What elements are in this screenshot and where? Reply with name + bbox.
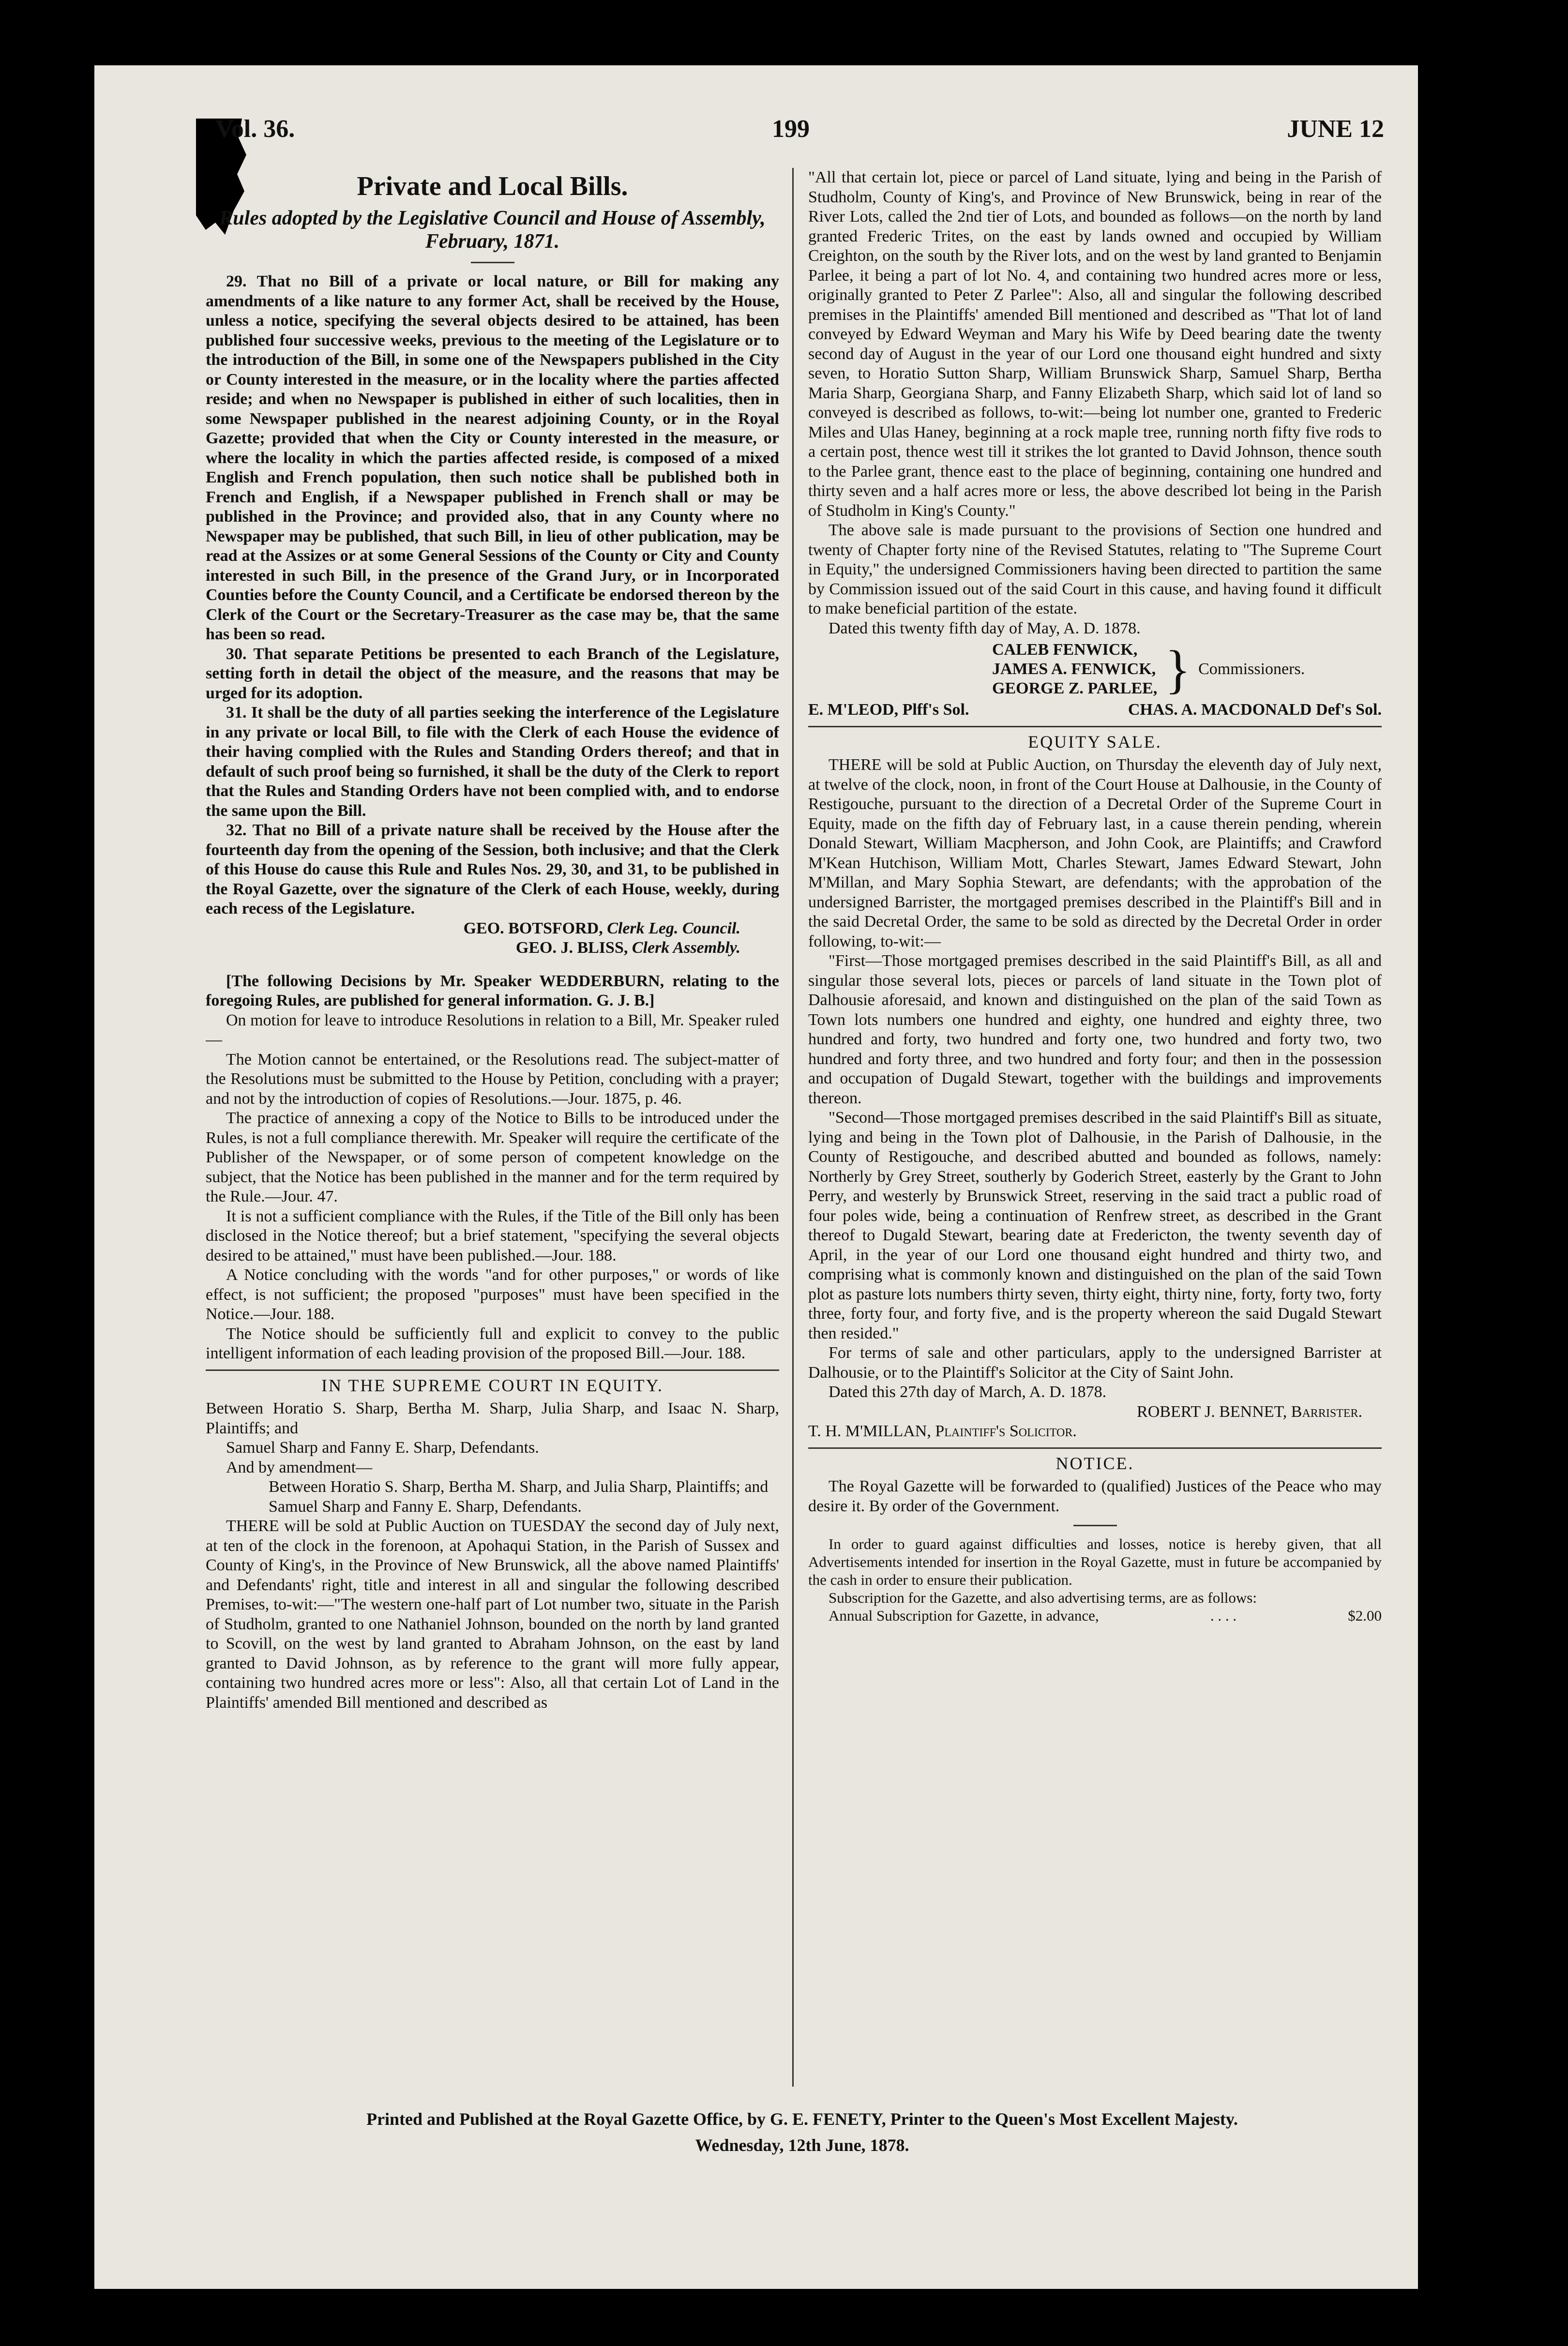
rule-32: 32. That no Bill of a private nature shall be received by the House after the fourteenth day from the opening of the Session, both inclusive; and that the Clerk of this House do cause this Rule and Rules Nos. 29, 30, and 31, to be published in the Royal Gazette, over the signature of the Clerk of each House, weekly, during each recess of the Legislature. <box>206 821 779 917</box>
publication-date: Wednesday, 12th June, 1878. <box>695 2135 909 2155</box>
page-header <box>206 95 1399 144</box>
plaintiff-solicitor: E. M'LEOD, Plff's Sol. <box>808 701 969 719</box>
decision-paragraph: The Motion cannot be entertained, or the Resolutions read. The subject-matter of the Resolutions must be submitted to the House by Petition, concluding with a prayer; and not by the introduction of copies of Resolutions.—Jour. 1875, p. 46. <box>206 1050 779 1108</box>
decision-paragraph: On motion for leave to introduce Resolutions in relation to a Bill, Mr. Speaker ruled— <box>206 1011 779 1049</box>
notice-heading: NOTICE. <box>1055 1453 1134 1473</box>
rule-30: 30. That separate Petitions be presented to each Branch of the Legislature, setting forth in detail the object of the measure, and the reasons that may be urged for its adoption. <box>206 645 779 702</box>
court-sale-statute: The above sale is made pursuant to the provisions of Section one hundred and twenty of Chapter forty nine of the Revised Statutes, relating to "The Supreme Court in Equity," the undersigned Commissioners having been directed to partition the same by Commission issued out of the said Court in this cause, and having found it difficult to make beneficial partition of the estate. <box>808 521 1382 617</box>
section-divider <box>808 1447 1382 1449</box>
equity-sale-first: "First—Those mortgaged premises described in the said Plaintiff's Bill, as all and singular those several lots, pieces or parcels of land situate in the Town plot of Dalhousie aforesaid, and known and distinguished on the plan of the said Town as Town lots numbers one hundred and eighty, one hundred and eighty three, two hundred and forty, two hundred and forty one, two hundred and forty two, two hundred and forty three, and two hundred and forty four; and then in the possession and occupation of Dugald Stewart, together with the buildings and improvements thereon. <box>808 952 1382 1107</box>
section-divider <box>808 726 1382 727</box>
signature-name: GEO. J. BLISS, <box>515 939 628 957</box>
court-sale-body: THERE will be sold at Public Auction on TUESDAY the second day of July next, at ten of the clock in the forenoon, at Apohaqui Station, in the Parish of Sussex and County of King's, in the Province of New Brunswick, all the above named Plaintiffs' and Defendants' right, title and interest in all and singular the following described Premises, to-wit:—"The western one-half part of Lot number two, situate in the Parish of Studholm, granted to one Nathaniel Johnson, bounded on the north by land granted to Scovill, on the west by land granted to Abraham Johnson, on the east by land granted to David Johnson, as by reference to the grant will more fully appear, containing two hundred acres more or less": Also, all that certain Lot of Land in the Plaintiffs' amended Bill mentioned and described as <box>206 1517 779 1712</box>
barrister-name: ROBERT J. BENNET, Barrister. <box>1137 1402 1362 1421</box>
newspaper-page <box>94 65 1418 2289</box>
decision-paragraph: The practice of annexing a copy of the Notice to Bills to be introduced under the Rules, is not a full compliance therewith. Mr. Speaker will require the certificate of the Publisher of the Newspaper, or of some person of competent knowledge on the subject, that the Notice has been published in the manner and for the term required by the Rule.—Jour. 47. <box>206 1109 779 1205</box>
amended-defendants: Samuel Sharp and Fanny E. Sharp, Defendants. <box>269 1497 582 1516</box>
decision-paragraph: A Notice concluding with the words "and for other purposes," or words of like effect, is not sufficient; the proposed "purposes" must have been specified in the Notice.—Jour. 188. <box>206 1266 779 1323</box>
equity-sale-heading: EQUITY SALE. <box>1028 732 1162 752</box>
column-divider <box>792 168 794 2087</box>
left-column <box>206 168 779 2087</box>
advertisement-notice: In order to guard against difficulties and losses, notice is hereby given, that all Advertisements intended for insertion in the Royal Gazette, must in future be accompanied by the cash in order to ensure their publication. <box>808 1535 1382 1588</box>
decision-paragraph: It is not a sufficient compliance with the Rules, if the Title of the Bill only has been disclosed in the Notice thereof; but a brief statement, "specifying the several objects desired to be attained," must have been published.—Jour. 188. <box>206 1207 779 1264</box>
section-divider <box>206 1369 779 1371</box>
amendment-label: And by amendment— <box>226 1458 373 1476</box>
brace-glyph: } <box>1165 640 1191 699</box>
notice-body: The Royal Gazette will be forwarded to (qualified) Justices of the Peace who may desire it. By order of the Government. <box>808 1477 1382 1515</box>
commissioner-name: JAMES A. FENWICK, <box>992 660 1156 678</box>
signature-botsford <box>206 919 779 939</box>
equity-sale-body: THERE will be sold at Public Auction, on Thursday the eleventh day of July next, at twelve of the clock, noon, in front of the Court House at Dalhousie, in the County of Restigouche, pursuant to the direction of a Decretal Order of the Supreme Court in Equity, made on the fifth day of February last, in a cause therein pending, wherein Donald Stewart, William Macpherson, and John Cook, are Plaintiffs; and Crawford M'Kean Hutchison, William Mott, Charles Stewart, James Edward Stewart, John M'Millan, and Mary Sophia Stewart, are defendants; with the approbation of the undersigned Barrister, the mortgaged premises described in the Plaintiff's Bill and in the said Decretal Order, the same to be sold as directed by the Decretal Order in order following, to-wit:— <box>808 756 1382 950</box>
commissioner-name: GEORGE Z. PARLEE, <box>992 679 1158 697</box>
columns <box>206 168 1399 2087</box>
subscription-notice: Subscription for the Gazette, and also advertising terms, are as follows: <box>829 1589 1257 1606</box>
title-divider <box>471 262 514 263</box>
plaintiff-solicitor-name: T. H. M'MILLAN, Plaintiff's Solicitor. <box>808 1422 1077 1440</box>
defendant-solicitor: CHAS. A. MACDONALD Def's Sol. <box>1128 701 1382 719</box>
printer-line: Printed and Published at the Royal Gazette Office, by G. E. FENETY, Printer to the Queen's Most Excellent Majesty. <box>366 2109 1238 2129</box>
equity-sale-dated: Dated this 27th day of March, A. D. 1878. <box>829 1383 1107 1401</box>
court-sale-continued: "All that certain lot, piece or parcel of Land situate, lying and being in the Parish of Studholm, County of King's, and Province of New Brunswick, being in rear of the River Lots, called the 2nd tier of Lots, and bounded as follows—on the north by land granted Frederic Trites, on the east by lands owned and occupied by William Creighton, on the south by the River lots, and on the west by land granted to Benjamin Parlee, it being a part of lot No. 4, and containing two hundred acres more or less, originally granted to Peter Z Parlee": Also, all and singular the following described premises in the Plaintiffs' amended Bill mentioned and described as "That lot of land conveyed by Edward Weyman and Mary his Wife by Deed bearing date the twenty second day of August in the year of our Lord one thousand eight hundred and sixty seven, to Horatio Sutton Sharp, William Brunswick Sharp, Samuel Sharp, Bertha Maria Sharp, Georgiana Sharp, and Fanny Elizabeth Sharp, which said lot of land so conveyed is described as follows, to-wit:—being lot number one, granted to Frederic Miles and Ulas Haney, beginning at a rock maple tree, running north fifty five rods to a certain post, thence west till it strikes the lot granted to David Johnson, thence south to the Parlee grant, thence east to the place of beginning, containing one hundred and thirty seven and a half acres more or less, the above described lot being in the Parish of Studholm in King's County." <box>808 168 1382 520</box>
notice-divider <box>1073 1525 1117 1526</box>
page-number: 199 <box>772 115 810 143</box>
amended-parties: Between Horatio S. Sharp, Bertha M. Sharp, and Julia Sharp, Plaintiffs; and <box>269 1478 769 1496</box>
commissioner-names <box>992 640 1157 698</box>
fee-leader: . . . . <box>1210 1607 1237 1624</box>
equity-sale-terms: For terms of sale and other particulars, apply to the undersigned Barrister at Dalhousie, or to the Plaintiff's Solicitor at the City of Saint John. <box>808 1344 1382 1382</box>
rule-31: 31. It shall be the duty of all parties seeking the interference of the Legislature in any private or local Bill, to file with the Clerk of each House the evidence of their having complied with the Rules and Standing Orders thereof; and that in default of such proof being so furnished, it shall be the duty of the Clerk to report that the Rules and Standing Orders have not been complied with, and to endorse the same upon the Bill. <box>206 704 779 820</box>
decision-paragraph: The Notice should be sufficiently full and explicit to convey to the public intelligent information of each leading provision of the proposed Bill.—Jour. 188. <box>206 1324 779 1362</box>
right-column <box>808 168 1382 2087</box>
commissioner-name: CALEB FENWICK, <box>992 641 1138 659</box>
page-footer <box>206 2106 1399 2158</box>
rule-29: 29. That no Bill of a private or local nature, or Bill for making any amendments of a like nature to any former Act, shall be received by the House, unless a notice, specifying the several objects desired to be attained, has been published four successive weeks, previous to the meeting of the Legislature or to the introduction of the Bill, in some one of the Newspapers published in the City or County interested in the measure, or in the locality where the parties affected reside; and when no Newspaper is published in either of such localities, then in some Newspaper published in the nearest adjoining County, or in the Royal Gazette; provided that when the City or County interested in the measure, or where the locality in which the parties affected reside, is composed of a mixed English and French population, then such notice shall be published both in French and English, if a Newspaper published in French shall or may be published in the Province; and provided also, that in any County where no Newspaper may be published, that such Bill, in lieu of other publication, may be read at the Assizes or at some General Sessions of the County or City and County interested in such Bill, in the presence of the Grand Jury, or in Incorporated Counties before the County Council, and a Certificate be endorsed thereon by the Clerk of the Court or the Secretary-Treasurer as the case may be, that the same has been so read. <box>206 272 779 643</box>
fee-amount: $2.00 <box>1348 1607 1382 1624</box>
court-sale-dated: Dated this twenty fifth day of May, A. D. 1878. <box>829 619 1141 637</box>
supreme-court-heading: IN THE SUPREME COURT IN EQUITY. <box>321 1375 663 1395</box>
volume-number: Vol. 36. <box>215 115 295 143</box>
issue-date: JUNE 12 <box>1287 115 1384 143</box>
signature-title: Clerk Assembly. <box>632 939 740 957</box>
fee-label: Annual Subscription for Gazette, in advance, <box>829 1607 1099 1624</box>
decisions-note: [The following Decisions by Mr. Speaker WEDDERBURN, relating to the foregoing Rules, are published for general information. G. J. B.] <box>206 972 779 1009</box>
court-defendants: Samuel Sharp and Fanny E. Sharp, Defendants. <box>226 1439 539 1457</box>
signature-name: GEO. BOTSFORD, <box>463 919 603 937</box>
solicitors-row <box>808 700 1382 720</box>
signature-title: Clerk Leg. Council. <box>607 919 740 937</box>
commissioners-block <box>992 640 1382 698</box>
private-bills-title: Private and Local Bills. <box>357 171 628 201</box>
annual-subscription-row <box>808 1607 1382 1624</box>
equity-sale-second: "Second—Those mortgaged premises described in the said Plaintiff's Bill as situate, lying and being in the Town plot of Dalhousie, in the Parish of Dalhousie, in the County of Restigouche, and described abutted and bounded as follows, namely: Northerly by Grey Street, southerly by Goderich Street, easterly by the Grant to John Perry, and westerly by Brunswick Street, reserving in the said tract a public road of four poles wide, being a continuation of Renfrew street, as described in the Grant thereof to Dugald Stewart, bearing date at Fredericton, the twenty seventh day of April, in the year of our Lord one thousand eight hundred and thirty two, and comprising what is commonly known and distinguished on the plan of the said Town plot as pasture lots numbers thirty seven, thirty eight, thirty nine, forty, forty two, forty three, forty four, and forty five, and is the property whereon the said Dugald Stewart then resided." <box>808 1109 1382 1342</box>
private-bills-subtitle: Rules adopted by the Legislative Council and House of Assembly, February, 1871. <box>219 207 766 253</box>
signature-bliss <box>206 938 779 958</box>
court-parties: Between Horatio S. Sharp, Bertha M. Sharp, Julia Sharp, and Isaac N. Sharp, Plaintiffs; and <box>206 1399 779 1437</box>
commissioners-label: Commissioners. <box>1198 660 1305 678</box>
page-content <box>206 95 1399 2155</box>
